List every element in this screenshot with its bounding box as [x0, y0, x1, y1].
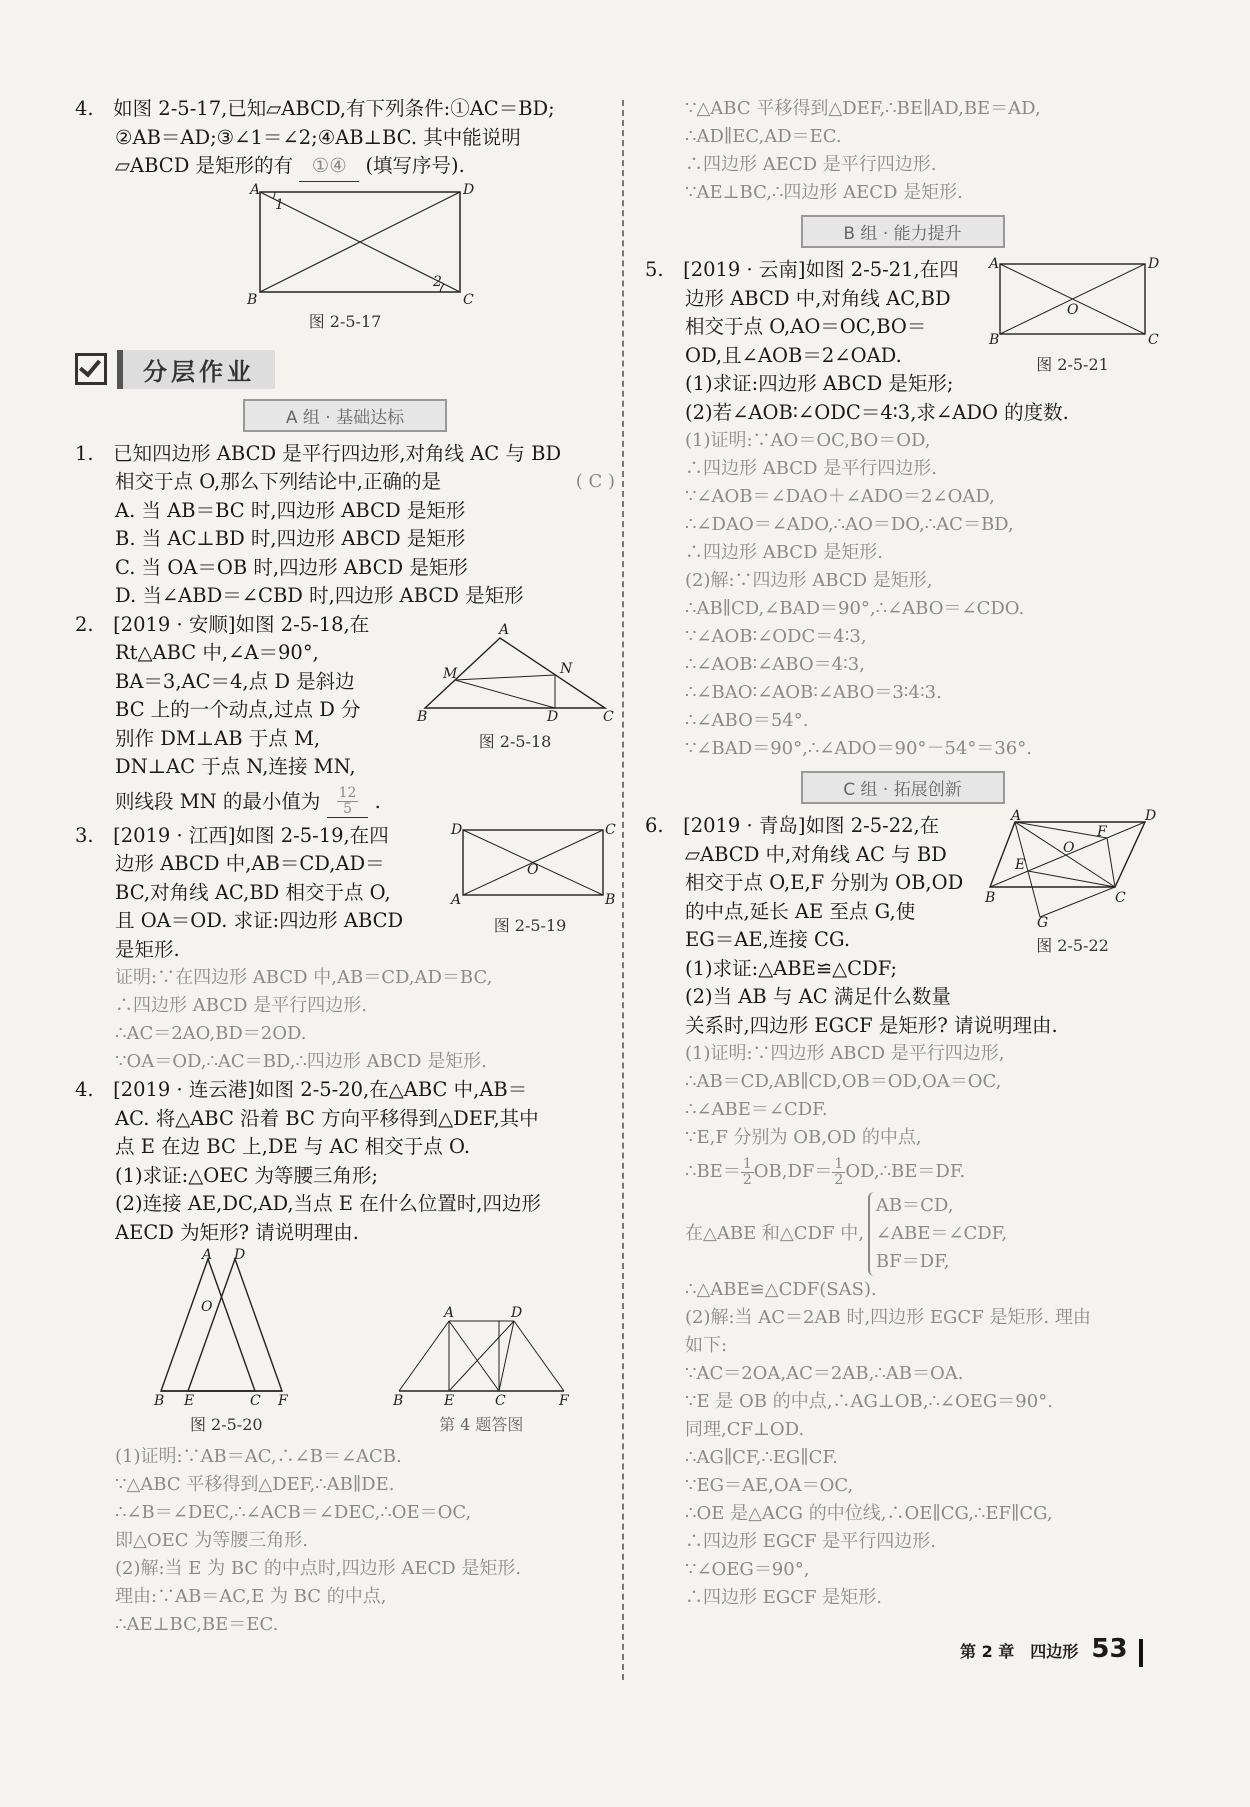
q4-solution-11: ∵AE⊥BC,∴四边形 AECD 是矩形. [685, 182, 963, 203]
q6-brace-line-3: BF＝DF, [875, 1251, 950, 1272]
svg-text:B: B [392, 1393, 404, 1409]
q6-solution-14: ∵EG＝AE,OA＝OC, [685, 1475, 854, 1496]
svg-text:E: E [1015, 857, 1026, 873]
q6-solution-1: (1)证明:∵四边形 ABCD 是平行四边形, [685, 1043, 1005, 1064]
q4-line3: 点 E 在边 BC 上,DE 与 AC 相交于点 O. [115, 1135, 471, 1158]
q4-solution-1: (1)证明:∵AB＝AC,∴∠B＝∠ACB. [115, 1446, 402, 1467]
svg-text:O: O [527, 861, 539, 878]
q5-figure-wrap [985, 256, 1160, 383]
q5-solution-6: (2)解:∵四边形 ABCD 是矩形, [685, 570, 933, 591]
left-column [75, 95, 615, 1639]
q1-option-c: C. 当 OA＝OB 时,四边形 ABCD 是矩形 [115, 555, 468, 579]
fig20-wrap [146, 1247, 306, 1443]
q6-line6: (1)求证:△ABE≌△CDF; [685, 956, 898, 980]
q4-solution-7: ∴AE⊥BC,BE＝EC. [115, 1614, 279, 1635]
svg-text:B: B [417, 708, 428, 725]
q4-solution-5: (2)解:当 E 为 BC 的中点时,四边形 AECD 是矩形. [115, 1558, 522, 1579]
q3-line4: 且 OA＝OD. 求证:四边形 ABCD [115, 909, 404, 932]
q6-line1: 6. [2019 · 青岛]如图 2-5-22,在 [645, 814, 940, 837]
q4-solution-10: ∴四边形 AECD 是平行四边形. [685, 154, 937, 175]
checkmark-icon [75, 353, 107, 385]
half-fraction-1 [741, 1157, 754, 1188]
q6-solution-16: ∴四边形 EGCF 是平行四边形. [685, 1531, 936, 1552]
fig20b-caption: 第 4 题答图 [439, 1415, 524, 1434]
svg-text:A: A [499, 621, 510, 638]
q6-solution-2: ∴AB＝CD,AB∥CD,OB＝OD,OA＝OC, [685, 1071, 1002, 1092]
svg-text:D: D [1145, 808, 1157, 824]
q6-line5: EG＝AE,连接 CG. [685, 928, 851, 951]
svg-text:M: M [443, 665, 458, 682]
svg-text:G: G [1037, 915, 1049, 931]
fig18-caption: 图 2-5-18 [478, 731, 552, 751]
q6-line3: 相交于点 O,E,F 分别为 OB,OD [685, 871, 964, 894]
half-fraction-2 [832, 1157, 845, 1188]
group-c-label: C 组 · 拓展创新 [801, 771, 1005, 804]
q2-line3: BA＝3,AC＝4,点 D 是斜边 [115, 669, 355, 693]
figure-2-5-21 [985, 256, 1160, 346]
q3-solution-2: ∴四边形 ABCD 是平行四边形. [115, 995, 367, 1016]
q4a-line3-pre: ▱ABCD 是矩形的有 [115, 154, 294, 177]
q5-solution-10: ∴∠BAO∶∠AOB∶∠ABO＝3∶4∶3. [685, 682, 942, 703]
q2-line2: Rt△ABC 中,∠A＝90°, [115, 641, 319, 664]
svg-text:D: D [510, 1305, 522, 1321]
q2-line4: BC 上的一个动点,过点 D 分 [115, 698, 361, 721]
q4a-line2: ②AB＝AD;③∠1＝∠2;④AB⊥BC. 其中能说明 [115, 125, 521, 149]
svg-text:A: A [451, 891, 462, 908]
q1-answer: ( C ) [575, 471, 615, 492]
q3-line1: 3. [2019 · 江西]如图 2-5-19,在四 [75, 823, 389, 847]
q5-solution-5: ∴四边形 ABCD 是矩形. [685, 542, 883, 563]
svg-text:D: D [451, 821, 463, 838]
q3-line2: 边形 ABCD 中,AB＝CD,AD＝ [115, 852, 385, 875]
q5-solution-12: ∵∠BAD＝90°,∴∠ADO＝90°－54°＝36°. [685, 738, 1032, 759]
q6-line4: 的中点,延长 AE 至点 G,使 [685, 899, 916, 923]
q6-figure-wrap [985, 808, 1160, 964]
q4-line6: AECD 为矩形? 请说明理由. [115, 1220, 359, 1244]
q6-solution-4: ∵E,F 分别为 OB,OD 的中点, [685, 1127, 922, 1148]
q5-line5: (1)求证:四边形 ABCD 是矩形; [685, 372, 954, 395]
fig20-caption: 图 2-5-20 [189, 1415, 263, 1434]
footer-bar [1139, 1639, 1143, 1667]
svg-text:B: B [989, 332, 1000, 348]
q1-line1: 1. 已知四边形 ABCD 是平行四边形,对角线 AC 与 BD [75, 441, 562, 465]
q3-block [75, 822, 615, 965]
q6-solution-17: ∵∠OEG＝90°, [685, 1559, 810, 1580]
svg-text:N: N [560, 660, 573, 677]
q3-line3: BC,对角线 AC,BD 相交于点 O, [115, 880, 391, 904]
q4a-answer-blank: ①④ [299, 152, 359, 182]
fig19-caption: 图 2-5-19 [493, 915, 567, 935]
svg-text:O: O [201, 1299, 213, 1315]
q6-solution-8: (2)解:当 AC＝2AB 时,四边形 EGCF 是矩形. 理由 [685, 1307, 1091, 1328]
q6-line7: (2)当 AB 与 AC 满足什么数量 [685, 985, 951, 1008]
q2-answer-fraction [327, 786, 369, 818]
q4-solution-6: 理由:∵AB＝AC,E 为 BC 的中点, [115, 1586, 387, 1607]
svg-text:D: D [547, 708, 559, 725]
svg-text:D: D [463, 181, 475, 198]
q4-line4: (1)求证:△OEC 为等腰三角形; [115, 1163, 379, 1187]
q6-solution-9: 如下: [685, 1335, 728, 1356]
q2-line7-text: 则线段 MN 的最小值为 [115, 789, 321, 813]
q2-line5: 别作 DM⊥AB 于点 M, [115, 726, 321, 750]
svg-text:C: C [605, 821, 616, 838]
q6-solution-13: ∴AG∥CF,∴EG∥CF. [685, 1447, 838, 1468]
q2-block [75, 611, 615, 822]
q4a-line1: 4. 如图 2-5-17,已知▱ABCD,有下列条件:①AC＝BD; [75, 97, 555, 120]
fig17-caption: 图 2-5-17 [308, 311, 382, 331]
svg-text:F: F [278, 1393, 288, 1409]
q5-solution-7: ∴AB∥CD,∠BAD＝90°,∴∠ABO＝∠CDO. [685, 598, 1025, 619]
svg-text:F: F [1097, 824, 1107, 840]
q6-block [645, 808, 1160, 1012]
q5-line1: 5. [2019 · 云南]如图 2-5-21,在四 [645, 258, 959, 281]
q1-option-b: B. 当 AC⊥BD 时,四边形 ABCD 是矩形 [115, 527, 466, 550]
q2-line1: 2. [2019 · 安顺]如图 2-5-18,在 [75, 612, 370, 636]
q2-fraction-den: 5 [343, 801, 353, 817]
svg-text:C: C [250, 1393, 261, 1409]
q5-solution-8: ∵∠AOB∶∠ODC＝4∶3, [685, 626, 867, 647]
q6-line2: ▱ABCD 中,对角线 AC 与 BD [685, 842, 947, 866]
q3-solution-4: ∵OA＝OD,∴AC＝BD,∴四边形 ABCD 是矩形. [115, 1051, 487, 1072]
svg-text:O: O [1063, 840, 1075, 856]
q6-solution-6 [645, 1192, 1160, 1276]
figure-2-5-20 [146, 1247, 306, 1409]
section-header [75, 350, 615, 389]
q4-solution-4: 即△OEC 为等腰三角形. [115, 1530, 308, 1551]
svg-text:A: A [202, 1247, 213, 1263]
q4a-line3-post: (填写序号). [365, 154, 465, 177]
fig22-caption: 图 2-5-22 [1036, 936, 1109, 955]
q5-line6: (2)若∠AOB∶∠ODC＝4∶3,求∠ADO 的度数. [685, 400, 1069, 424]
q4-solution-3: ∴∠B＝∠DEC,∴∠ACB＝∠DEC,∴OE＝OC, [115, 1502, 472, 1523]
fig20b-wrap [389, 1251, 574, 1443]
q4-solution-2: ∵△ABC 平移得到△DEF,∴AB∥DE. [115, 1474, 395, 1495]
q5-solution-11: ∴∠ABO＝54°. [685, 710, 809, 731]
figure-2-5-17 [225, 181, 475, 308]
q5-solution-9: ∴∠AOB∶∠ABO＝4∶3, [685, 654, 865, 675]
q4-solution-9: ∴AD∥EC,AD＝EC. [685, 126, 842, 147]
svg-text:C: C [463, 291, 474, 308]
svg-text:D: D [1148, 256, 1160, 272]
q4-line1: 4. [2019 · 连云港]如图 2-5-20,在△ABC 中,AB＝ [75, 1078, 528, 1101]
q4a-line3 [75, 152, 615, 182]
figure-q4-answer [389, 1251, 574, 1409]
q6-solution-3: ∴∠ABE＝∠CDF. [685, 1099, 828, 1120]
svg-text:O: O [1067, 302, 1079, 318]
q1-line2-text: 相交于点 O,那么下列结论中,正确的是 [115, 470, 441, 493]
figure-2-5-19 [445, 822, 615, 907]
q6-solution-7: ∴△ABE≌△CDF(SAS). [685, 1279, 877, 1300]
svg-text:B: B [985, 890, 996, 906]
q5-block [645, 256, 1160, 399]
svg-text:A: A [989, 256, 1000, 272]
q5-line3: 相交于点 O,AO＝OC,BO＝ [685, 315, 927, 338]
q5-solution-3: ∵∠AOB＝∠DAO＋∠ADO＝2∠OAD, [685, 486, 995, 507]
q6-brace-lead: 在△ABE 和△CDF 中, [685, 1223, 864, 1244]
svg-text:C: C [1148, 332, 1159, 348]
svg-text:A: A [1011, 808, 1022, 824]
half-den-1: 2 [742, 1171, 752, 1188]
q2-fraction-num: 12 [338, 785, 357, 801]
q6-brace-line-2: ∠ABE＝∠CDF, [875, 1223, 1008, 1244]
q1-line2 [75, 468, 615, 497]
fig21-caption: 图 2-5-21 [1036, 355, 1109, 374]
q5-line2: 边形 ABCD 中,对角线 AC,BD [685, 286, 951, 310]
q6-brace-line-1: AB＝CD, [875, 1195, 954, 1216]
half-num-1: 1 [742, 1155, 752, 1172]
group-b-label: B 组 · 能力提升 [801, 215, 1005, 248]
q6-solution-10: ∵AC＝2OA,AC＝2AB,∴AB＝OA. [685, 1363, 964, 1384]
q5-solution-1: (1)证明:∵AO＝OC,BO＝OD, [685, 430, 931, 451]
q6-solution-18: ∴四边形 EGCF 是矩形. [685, 1587, 882, 1608]
figure-2-5-22 [985, 808, 1160, 931]
section-title: 分层作业 [117, 350, 275, 389]
group-a-label: A 组 · 基础达标 [243, 399, 447, 432]
page-number: 53 [1091, 1634, 1128, 1664]
svg-text:E: E [443, 1393, 454, 1409]
q6-solution-11: ∵E 是 OB 的中点,∴AG⊥OB,∴∠OEG＝90°. [685, 1391, 1053, 1412]
q3-line5: 是矩形. [115, 937, 180, 961]
q4-solution-8: ∵△ABC 平移得到△DEF,∴BE∥AD,BE＝AD, [685, 98, 1041, 119]
q6-brace-lines [868, 1192, 1007, 1276]
half-num-2: 1 [834, 1155, 844, 1172]
q4-figures [105, 1247, 615, 1443]
q3-solution-1: 证明:∵在四边形 ABCD 中,AB＝CD,AD＝BC, [115, 967, 493, 988]
q5-solution-4: ∴∠DAO＝∠ADO,∴AO＝DO,∴AC＝BD, [685, 514, 1014, 535]
q3-solution-3: ∴AC＝2AO,BD＝2OD. [115, 1023, 307, 1044]
q2-line7: 则线段 MN 的最小值为 $\frac{12}{5}$ . [115, 785, 381, 817]
column-divider [622, 100, 624, 1680]
right-column [645, 95, 1160, 1612]
svg-text:C: C [494, 1393, 506, 1409]
q6-solution-12: 同理,CF⊥OD. [685, 1419, 805, 1440]
svg-text:A: A [443, 1305, 454, 1321]
q5-solution-2: ∴四边形 ABCD 是平行四边形. [685, 458, 937, 479]
page-footer [960, 1634, 1143, 1667]
svg-text:2: 2 [433, 273, 442, 290]
q6-solution-15: ∴OE 是△ACG 的中位线,∴OE∥CG,∴EF∥CG, [685, 1503, 1053, 1524]
svg-text:B: B [154, 1393, 165, 1409]
svg-text:D: D [234, 1247, 246, 1263]
q2-line6: DN⊥AC 于点 N,连接 MN, [115, 755, 356, 778]
svg-text:A: A [250, 181, 261, 198]
q1-option-d: D. 当∠ABD＝∠CBD 时,四边形 ABCD 是矩形 [115, 584, 524, 607]
q4-line2: AC. 将△ABC 沿着 BC 方向平移得到△DEF,其中 [115, 1106, 539, 1130]
svg-text:1: 1 [275, 196, 284, 213]
svg-text:B: B [605, 891, 616, 908]
svg-text:C: C [1115, 890, 1126, 906]
q3-figure-wrap [445, 822, 615, 944]
q6-s5-part-a: ∴BE＝ [685, 1161, 741, 1182]
q2-figure-wrap [415, 623, 615, 760]
svg-text:C: C [603, 708, 614, 725]
chapter-label: 第 2 章 四边形 [960, 1642, 1079, 1661]
q6-s5-part-c: OD,∴BE＝DF. [845, 1161, 966, 1182]
svg-text:E: E [184, 1393, 195, 1409]
q6-line8: 关系时,四边形 EGCF 是矩形? 请说明理由. [685, 1013, 1058, 1037]
q4-line5: (2)连接 AE,DC,AD,当点 E 在什么位置时,四边形 [115, 1192, 541, 1215]
q6-s5-part-b: OB,DF＝ [753, 1161, 833, 1182]
q5-line4: OD,且∠AOB＝2∠OAD. [685, 343, 902, 367]
half-den-2: 2 [834, 1171, 844, 1188]
q6-solution-5 [645, 1152, 1160, 1192]
svg-text:F: F [558, 1393, 569, 1409]
figure-2-5-18 [415, 623, 615, 723]
q6-brace-group [685, 1192, 1007, 1276]
svg-text:B: B [247, 291, 258, 308]
q1-option-a: A. 当 AB＝BC 时,四边形 ABCD 是矩形 [115, 498, 466, 522]
